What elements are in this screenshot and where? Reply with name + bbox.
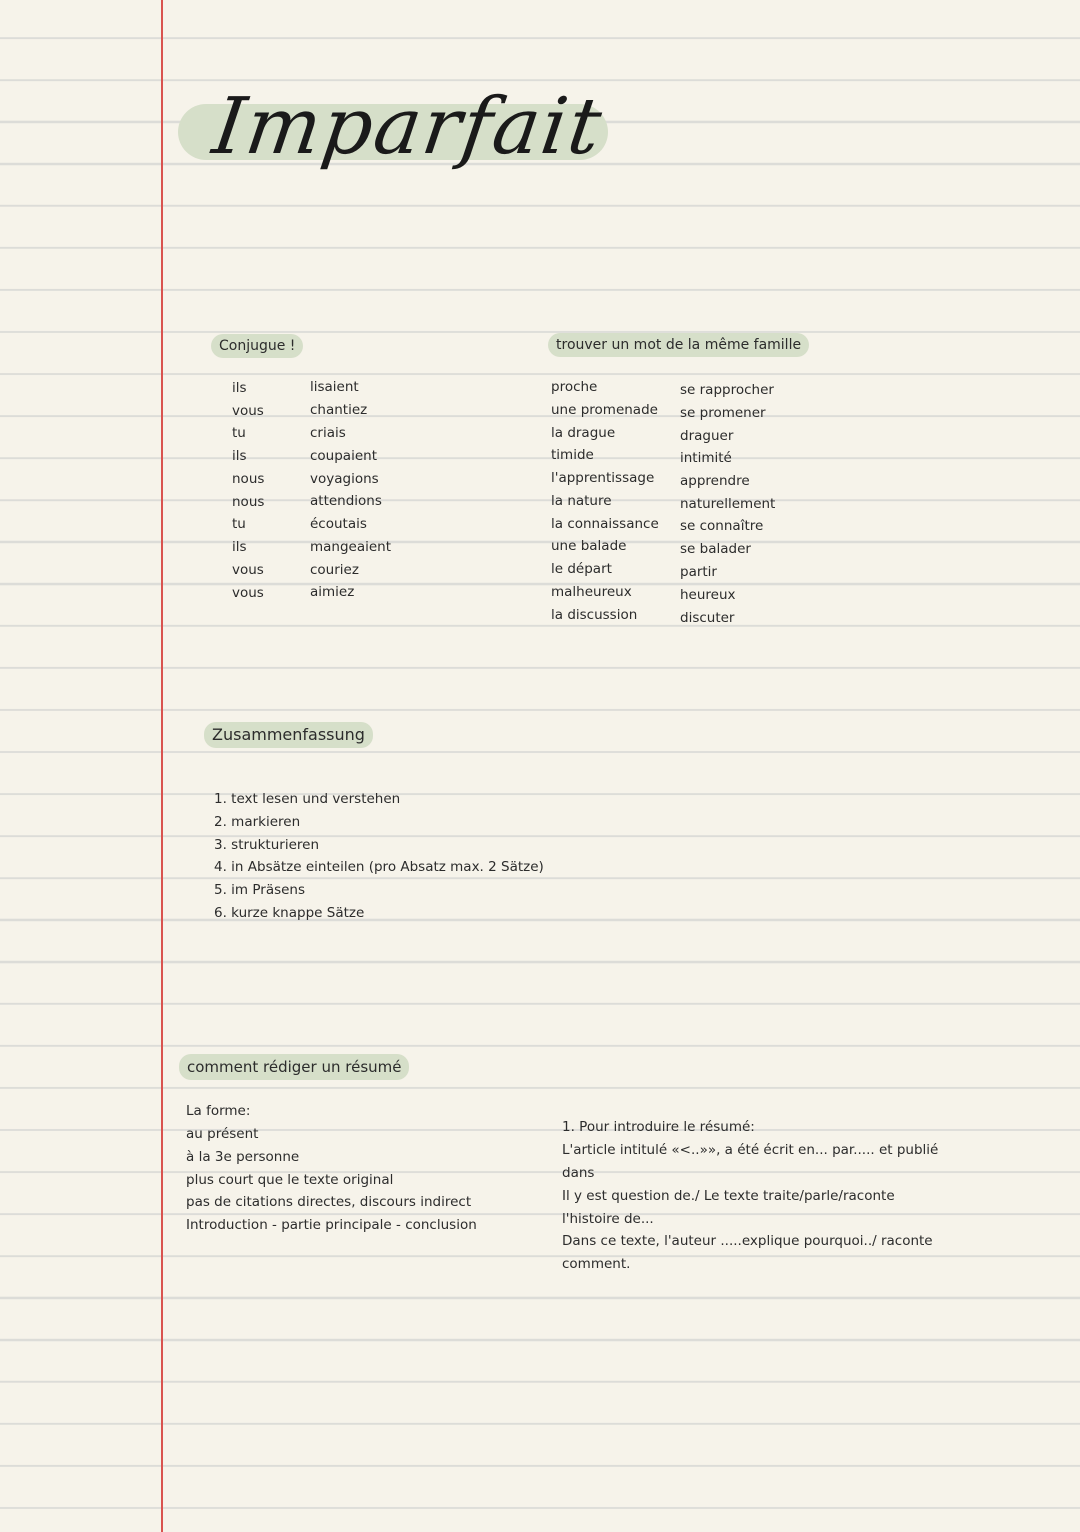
famille-word: timide: [551, 447, 594, 463]
zusammenfassung-item: 1. text lesen und verstehen: [214, 791, 401, 807]
resume-intro-line: Il y est question de./ Le texte traite/parle/raconte: [562, 1188, 895, 1204]
zusammenfassung-header: Zusammenfassung: [204, 722, 373, 748]
pronoun: ils: [232, 539, 247, 555]
resume-header: comment rédiger un résumé: [179, 1054, 409, 1080]
verb: couriez: [310, 562, 359, 578]
resume-forme-line: plus court que le texte original: [186, 1172, 394, 1188]
verb: aimiez: [310, 584, 355, 600]
famille-related: intimité: [680, 450, 732, 466]
famille-word: proche: [551, 379, 598, 395]
resume-intro-line: 1. Pour introduire le résumé:: [562, 1119, 755, 1135]
zusammenfassung-item: 5. im Präsens: [214, 882, 306, 898]
famille-header: trouver un mot de la même famille: [548, 333, 809, 357]
verb: voyagions: [310, 471, 379, 487]
verb: mangeaient: [310, 539, 392, 555]
famille-word: malheureux: [551, 584, 632, 600]
famille-word: la discussion: [551, 607, 638, 623]
famille-related: se promener: [680, 405, 766, 421]
pronoun: tu: [232, 516, 246, 532]
verb: criais: [310, 425, 346, 441]
famille-word: l'apprentissage: [551, 470, 655, 486]
famille-related: se rapprocher: [680, 382, 774, 398]
pronoun: vous: [232, 562, 264, 578]
famille-related: discuter: [680, 610, 735, 626]
famille-word: le départ: [551, 561, 612, 577]
famille-word: la connaissance: [551, 516, 659, 532]
zusammenfassung-item: 3. strukturieren: [214, 837, 319, 853]
margin-line: [161, 0, 163, 1532]
famille-related: partir: [680, 564, 717, 580]
famille-related: draguer: [680, 428, 734, 444]
zusammenfassung-item: 4. in Absätze einteilen (pro Absatz max. 2 Sätze): [214, 859, 544, 875]
verb: attendions: [310, 493, 382, 509]
pronoun: nous: [232, 494, 265, 510]
pronoun: ils: [232, 448, 247, 464]
resume-forme-line: au présent: [186, 1126, 259, 1142]
resume-intro-line: Dans ce texte, l'auteur .....explique pourquoi../ raconte: [562, 1233, 933, 1249]
famille-word: une promenade: [551, 402, 658, 418]
resume-intro-line: l'histoire de...: [562, 1211, 654, 1227]
verb: lisaient: [310, 379, 359, 395]
verb: chantiez: [310, 402, 368, 418]
resume-forme-line: à la 3e personne: [186, 1149, 300, 1165]
zusammenfassung-item: 6. kurze knappe Sätze: [214, 905, 365, 921]
resume-intro-line: L'article intitulé «<..»», a été écrit en... par..... et publié: [562, 1142, 939, 1158]
famille-related: naturellement: [680, 496, 776, 512]
famille-related: apprendre: [680, 473, 750, 489]
zusammenfassung-item: 2. markieren: [214, 814, 301, 830]
famille-related: se connaître: [680, 518, 764, 534]
famille-related: se balader: [680, 541, 751, 557]
pronoun: vous: [232, 585, 264, 601]
page-title: Imparfait: [207, 82, 609, 172]
pronoun: nous: [232, 471, 265, 487]
resume-intro-line: dans: [562, 1165, 595, 1181]
pronoun: tu: [232, 425, 246, 441]
resume-intro-line: comment.: [562, 1256, 631, 1272]
conjugue-header: Conjugue !: [211, 334, 303, 358]
famille-word: la drague: [551, 425, 616, 441]
verb: écoutais: [310, 516, 367, 532]
verb: coupaient: [310, 448, 377, 464]
title-block: [178, 78, 608, 188]
famille-related: heureux: [680, 587, 736, 603]
resume-forme-line: pas de citations directes, discours indirect: [186, 1194, 472, 1210]
pronoun: ils: [232, 380, 247, 396]
pronoun: vous: [232, 403, 264, 419]
famille-word: la nature: [551, 493, 612, 509]
resume-forme-line: Introduction - partie principale - conclusion: [186, 1217, 477, 1233]
resume-forme-line: La forme:: [186, 1103, 251, 1119]
famille-word: une balade: [551, 538, 627, 554]
